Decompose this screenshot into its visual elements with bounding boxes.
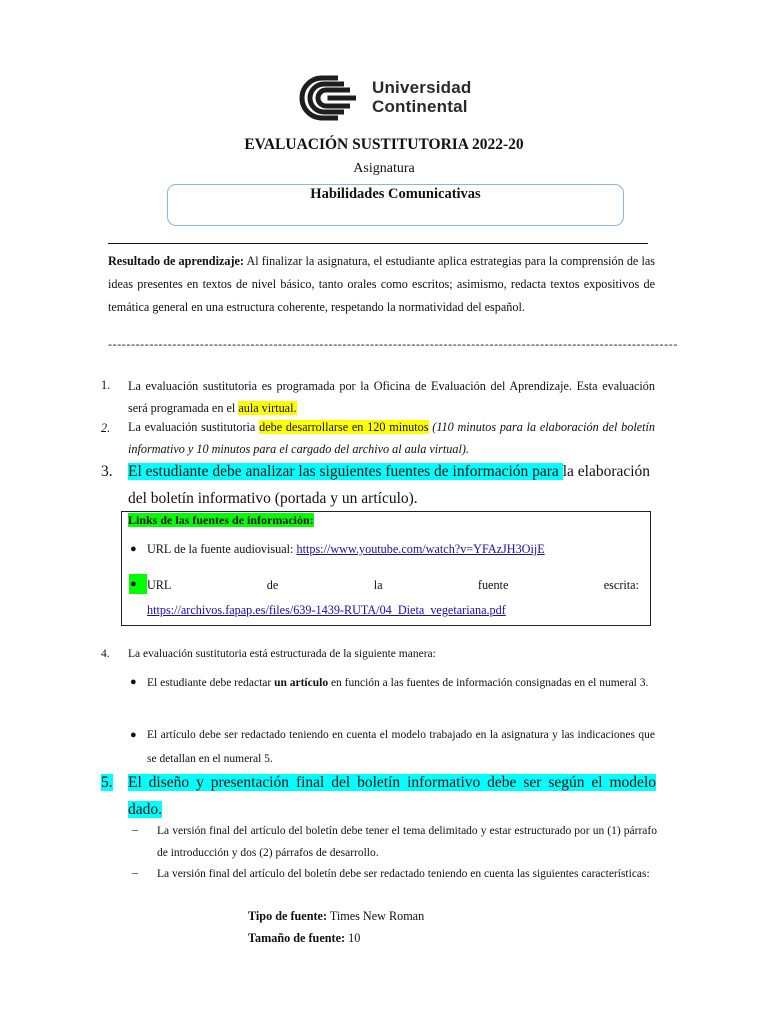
font-size [248,927,360,949]
item-5-dash-1: La versión final del artículo del boletín debe tener el tema delimitado y estar estructurado por un (1) párrafo de introducción y dos (2) párrafos de desarrollo. [157,825,657,859]
learning-outcome-label: Resultado de aprendizaje: [108,254,244,268]
sources-heading [128,513,314,528]
logo-line-2: Continental [372,97,468,116]
item-4-b1-b: en función a las fuentes de información consignadas en el numeral 3. [328,677,649,689]
logo-line-1: Universidad [372,78,472,97]
logo-text [372,78,472,116]
item-4-b1-a: El estudiante debe redactar [147,677,275,689]
item-3-number: 3. [101,463,113,480]
sources-heading-text: Links de las fuentes de información: [128,513,314,527]
item-2-text [128,416,655,460]
font-type [248,905,424,927]
font-type-label: Tipo de fuente: [248,909,327,923]
item-5-number [101,769,113,796]
item-4-b1-bold: un artículo [274,677,329,689]
audio-source-link[interactable]: https://www.youtube.com/watch?v=YFAzJH3OijE [296,542,545,556]
written-word-3: la [373,578,383,592]
item-2-text-a: La evaluación sustitutoria [128,420,260,434]
dash-bullet: – [132,822,138,836]
learning-outcome-text: Al finalizar la asignatura, el estudiante aplica estrategias para la comprensión de las ideas presentes en textos de nivel básico, tanto orales como escritos; asimismo, redacta textos expositivos de temática general en una estructura coherente, respetando la normatividad del español. [108,254,655,314]
item-5-dash-2: La versión final del artículo del boletín debe ser redactado teniendo en cuenta las siguientes características: [157,868,650,880]
audio-source [147,538,545,560]
bullet-icon: ● [130,543,137,555]
horizontal-rule [108,243,648,244]
item-5-text [128,769,656,823]
bullet-icon: ● [130,676,137,688]
font-size-label: Tamaño de fuente: [248,931,346,945]
document-title: EVALUACIÓN SUSTITUTORIA 2022-20 [244,136,524,153]
item-2-highlight: debe desarrollarse en 120 minutos [259,420,429,434]
item-4-text: La evaluación sustitutoria está estructurada de la siguiente manera: [128,648,436,660]
written-word-2: de [266,578,279,592]
item-3-highlight: El estudiante debe analizar las siguientes fuentes de información para [128,463,563,480]
audio-source-label: URL de la fuente audiovisual: [147,542,297,556]
font-type-value: Times New Roman [327,909,425,923]
written-source [147,599,506,621]
font-size-value: 10 [345,931,361,945]
item-1-text-a: La evaluación sustitutoria es programada por la Oficina de Evaluación del Aprendizaje. Esta evaluación será programada en el [128,379,655,415]
dashed-separator: ---------------------------------------------------------------------------------------------------------------------------- [108,337,678,351]
item-3-text-b: la elaboración del boletín informativo (portada y un artículo). [128,463,651,507]
bullet-icon: ● [130,578,137,590]
learning-outcome [108,250,655,319]
subject-label: Asignatura [353,161,415,176]
written-word-5: escrita: [603,578,639,592]
written-word-1: URL [147,578,172,592]
written-source-link[interactable]: https://archivos.fapap.es/files/639-1439-RUTA/04_Dieta_vegetariana.pdf [147,603,506,617]
item-2-number: 2. [101,421,111,435]
item-1-text [128,375,655,419]
item-1-number: 1. [101,378,111,392]
item-2-text-b: (110 minutos para la elaboración del boletín informativo y 10 minutos para el cargado del archivo al aula virtual). [128,420,656,456]
item-4-bullet-1 [147,671,655,695]
item-1-highlight: aula virtual. [238,401,297,415]
item-5-highlight: El diseño y presentación final del boletín informativo debe ser según el modelo dado. [128,774,656,818]
course-name: Habilidades Comunicativas [310,186,481,202]
item-4-bullet-2: El artículo debe ser redactado teniendo en cuenta el modelo trabajado en la asignatura y las indicaciones que se detallan en el numeral 5. [147,729,655,765]
item-4-number: 4. [101,648,110,660]
item-3-text [128,458,658,512]
written-source-label [147,574,639,596]
bullet-icon: ● [130,729,137,741]
item-5-number-text: 5. [101,774,113,791]
written-word-4: fuente [477,578,509,592]
dash-bullet: – [132,865,138,879]
